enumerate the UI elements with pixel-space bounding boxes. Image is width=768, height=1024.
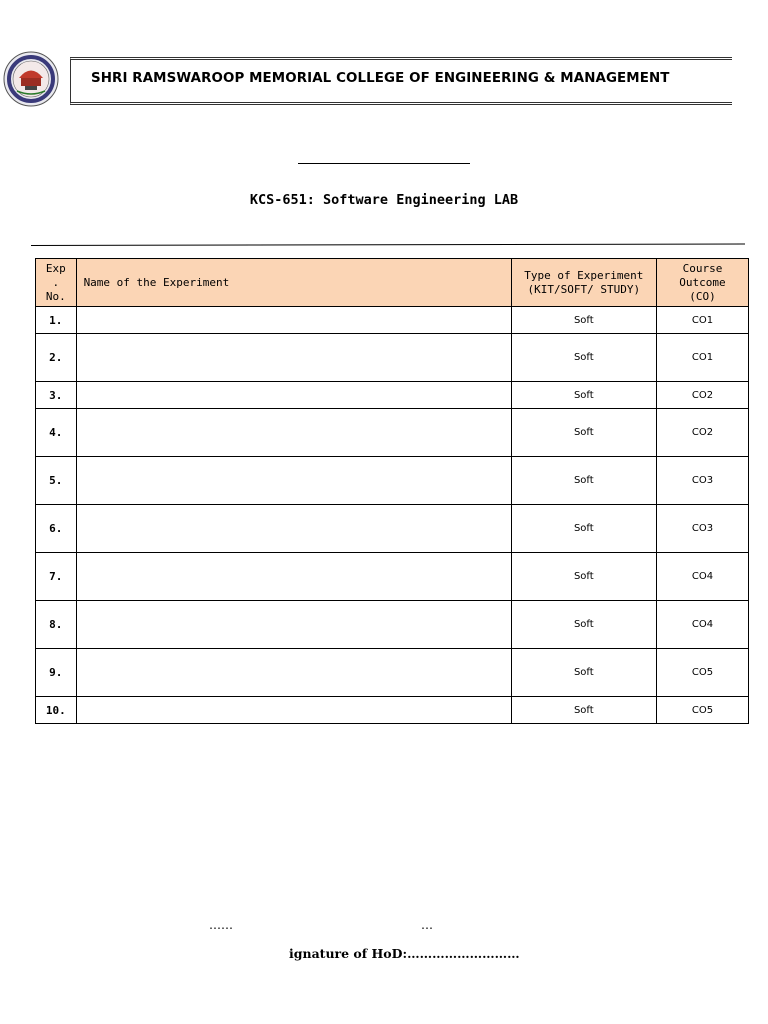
exp-name: [76, 457, 511, 505]
exp-type: Soft: [511, 382, 656, 409]
exp-co: CO4: [656, 601, 748, 649]
exp-co: CO1: [656, 307, 748, 334]
exp-name: [76, 601, 511, 649]
exp-no: 1.: [36, 307, 77, 334]
college-header: [70, 57, 732, 105]
table-row: [36, 553, 749, 601]
hod-signature-line: ignature of HoD:………………………: [289, 946, 520, 961]
exp-name: [76, 505, 511, 553]
exp-no: 9.: [36, 649, 77, 697]
exp-co: CO2: [656, 409, 748, 457]
exp-co: CO4: [656, 553, 748, 601]
signature-dots-left: ……: [209, 918, 233, 932]
horizontal-rule: [31, 244, 745, 246]
table-row: [36, 457, 749, 505]
table-row: [36, 649, 749, 697]
exp-type: Soft: [511, 409, 656, 457]
exp-name: [76, 307, 511, 334]
table-row: [36, 505, 749, 553]
col-header-co: Course Outcome (CO): [656, 259, 748, 307]
exp-type: Soft: [511, 601, 656, 649]
blank-title-line: [298, 163, 470, 164]
exp-no: 6.: [36, 505, 77, 553]
table-row: [36, 382, 749, 409]
exp-type: Soft: [511, 334, 656, 382]
exp-no: 3.: [36, 382, 77, 409]
experiment-table: [35, 258, 749, 724]
college-name: SHRI RAMSWAROOP MEMORIAL COLLEGE OF ENGINEERING & MANAGEMENT: [91, 71, 670, 86]
exp-name: [76, 649, 511, 697]
exp-type: Soft: [511, 697, 656, 724]
exp-type: Soft: [511, 505, 656, 553]
col-header-type: Type of Experiment (KIT/SOFT/ STUDY): [511, 259, 656, 307]
table-row: [36, 601, 749, 649]
exp-no: 5.: [36, 457, 77, 505]
table-header-row: [36, 259, 749, 307]
table-row: [36, 334, 749, 382]
subject-title: KCS-651: Software Engineering LAB: [249, 192, 519, 208]
exp-type: Soft: [511, 307, 656, 334]
exp-type: Soft: [511, 457, 656, 505]
exp-type: Soft: [511, 553, 656, 601]
exp-name: [76, 553, 511, 601]
exp-no: 4.: [36, 409, 77, 457]
exp-no: 2.: [36, 334, 77, 382]
exp-no: 10.: [36, 697, 77, 724]
exp-co: CO3: [656, 505, 748, 553]
exp-no: 8.: [36, 601, 77, 649]
col-header-name: Name of the Experiment: [76, 259, 511, 307]
col-header-exp-no: Exp . No.: [36, 259, 77, 307]
table-row: [36, 697, 749, 724]
exp-name: [76, 334, 511, 382]
exp-type: Soft: [511, 649, 656, 697]
college-seal-icon: [3, 51, 59, 107]
table-row: [36, 409, 749, 457]
table-row: [36, 307, 749, 334]
exp-no: 7.: [36, 553, 77, 601]
exp-co: CO5: [656, 649, 748, 697]
exp-co: CO1: [656, 334, 748, 382]
signature-dots-right: …: [421, 918, 433, 932]
exp-co: CO3: [656, 457, 748, 505]
exp-co: CO5: [656, 697, 748, 724]
exp-co: CO2: [656, 382, 748, 409]
exp-name: [76, 409, 511, 457]
exp-name: [76, 382, 511, 409]
exp-name: [76, 697, 511, 724]
